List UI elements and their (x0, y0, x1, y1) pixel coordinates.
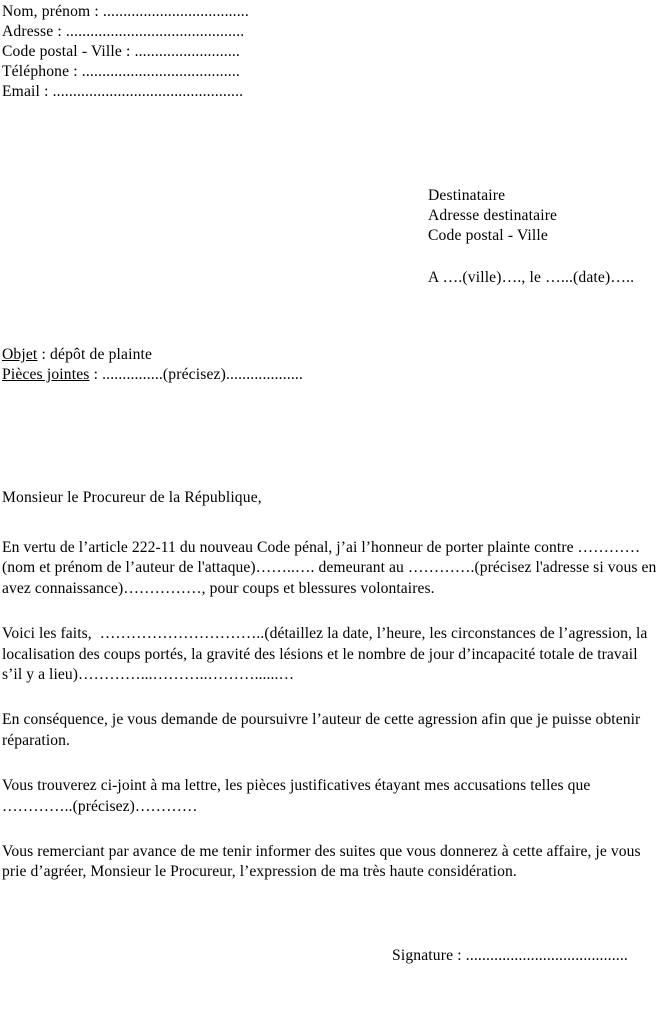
body-paragraph-1: En vertu de l’article 222-11 du nouveau Code pénal, j’ai l’honneur de porter plainte contre …………(nom et prénom de l’auteur de l'attaque)……..…. demeurant au ………….(précisez l'adresse si vous en avez connaissance)……………, pour coups et blessures volontaires. (2, 539, 661, 597)
body-paragraph-3: En conséquence, je vous demande de poursuivre l’auteur de cette agression afin que je puisse obtenir réparation. (2, 711, 645, 749)
place-and-date-line: A ….(ville)…., le …...(date)….. (428, 269, 635, 286)
body-paragraph-4: Vous trouverez ci-joint à ma lettre, les pièces justificatives étayant mes accusations telles que …………..(précisez)………… (2, 777, 595, 815)
body-paragraph-5: Vous remerciant par avance de me tenir informer des suites que vous donnerez à cette affaire, je vous prie d’agréer, Monsieur le Procureur, l’expression de ma très haute considération. (2, 843, 645, 881)
subject-value: : dépôt de plainte (37, 346, 153, 363)
recipient-line-postal-city: Code postal - Ville (428, 227, 548, 244)
sender-line-name: Nom, prénom : .................................... (2, 3, 249, 20)
attachments-line (2, 365, 502, 385)
subject-line (2, 345, 502, 365)
subject-label: Objet (2, 346, 38, 363)
object-block (2, 345, 502, 385)
salutation-line: Monsieur le Procureur de la République, (2, 489, 262, 506)
sender-line-postal-city: Code postal - Ville : .......................... (2, 43, 240, 60)
sender-line-phone: Téléphone : ....................................... (2, 63, 240, 80)
recipient-line-name: Destinataire (428, 187, 506, 204)
sender-line-address: Adresse : ............................................ (2, 23, 245, 40)
sender-line-email: Email : ............................................... (2, 83, 244, 100)
attachments-label: Pièces jointes (2, 366, 90, 383)
signature-line: Signature : ........................................ (392, 947, 628, 964)
attachments-value: : ...............(précisez)................... (89, 366, 303, 383)
recipient-block (428, 186, 662, 246)
body-area (2, 538, 660, 883)
sender-block (2, 2, 422, 102)
recipient-line-address: Adresse destinataire (428, 207, 558, 224)
body-paragraph-2: Voici les faits, …………………………..(détaillez la date, l’heure, les circonstances de l’agression, la localisation des coups portés, la gravité des lésions et le nombre de jour d’incapacité totale de travail s’il y a lieu)…………...………..………......… (2, 625, 652, 684)
